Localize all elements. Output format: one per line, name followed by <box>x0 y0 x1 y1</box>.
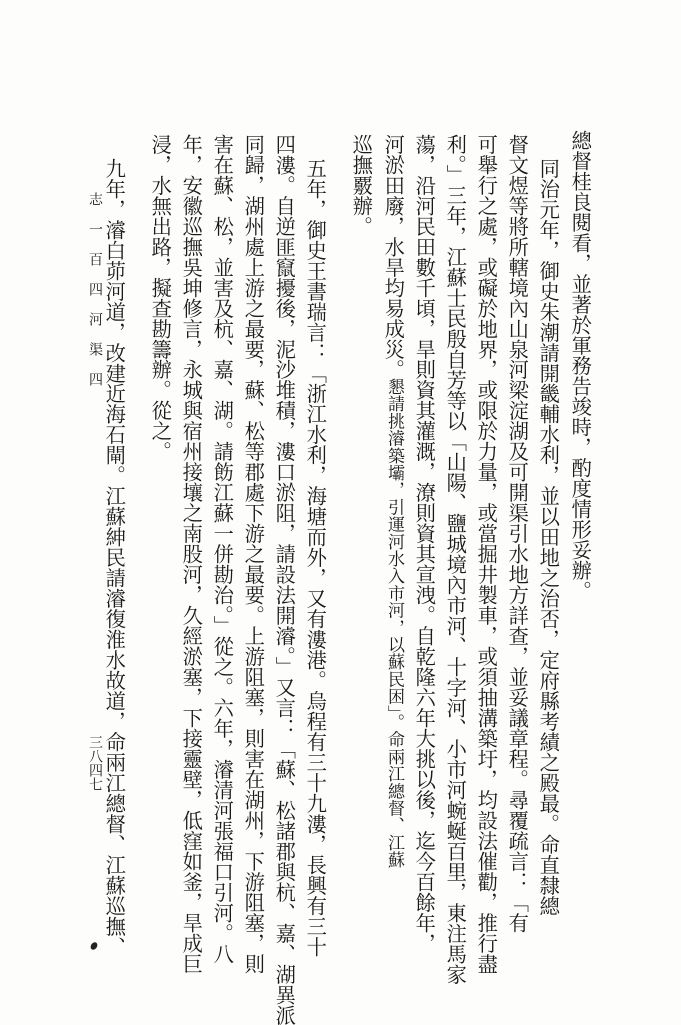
text-column: 可舉行之處，或礙於地界，或限於力量，或當掘井製車，或須抽溝築圩，均設法催勸，推行盡 <box>474 134 499 975</box>
text-column: 蕩，沿河民田數千頃，旱則資其灌溉，潦則資其宣洩。自乾隆六年大挑以後，迄今百餘年， <box>412 134 437 954</box>
text-column: 同治元年，御史朱潮請開畿輔水利，並以田地之治否，定府縣考績之殿最。命直隸總 <box>536 158 561 917</box>
text-column: 四漊。自逆匪竄擾後，泥沙堆積，漊口淤阻，請設法開濬。」又言：「蘇、松諸郡與杭、嘉、湖異派 <box>272 134 297 1025</box>
text-column: 督文煜等將所轄境內山泉河梁淀湖及可開渠引水地方詳查，並妥議章程。尋覆疏言：「有 <box>505 134 530 934</box>
text-column: 河淤田廢，水旱均易成災。 <box>381 134 406 380</box>
text-column: 同歸，湖州處上游之最要，蘇、松等郡處下游之最要。上游阻塞，則害在湖州，下游阻塞，則 <box>241 134 266 975</box>
text-column: 五年，御史王書瑞言：「浙江水利，海塘而外，又有漊港。烏程有三十九漊，長興有三十 <box>303 158 328 958</box>
page-number: 三八四七 <box>87 735 103 791</box>
chapter-header: 志 一 百 四 河 渠 四 <box>87 192 103 386</box>
text-column: 年，安徽巡撫吳坤修言，永城與宿州接壤之南股河，久經淤塞，下接靈壁，低窪如釜，旱成巨 <box>179 134 204 975</box>
text-column: 巡撫覈辦。 <box>349 134 374 237</box>
text-column: 害在蘇、松，並害及杭、嘉、湖。請飭江蘇一併勘治。」從之。六年，濬清河張福口引河。八 <box>210 134 235 964</box>
text-column: 總督桂良閱看，並著於軍務告竣時，酌度情形妥辦。 <box>568 130 593 602</box>
text-column: 浸，水無出路，擬查勘籌辦。從之。 <box>148 134 173 462</box>
annotation-text: 懇請挑濬築壩，引運河水入市河，以蘇民困」。命兩江總督、江蘇 <box>384 378 404 869</box>
text-column: 九年，濬白茆河道，改建近海石閘。江蘇紳民請濬復淮水故道，命兩江總督、江蘇巡撫、 <box>102 158 127 958</box>
ink-mark <box>89 941 99 951</box>
text-column: 利。」三年，江蘇士民殷自芳等以「山陽、鹽城境內市河、十字河、小市河蜿蜒百里，東注馬家 <box>443 134 468 985</box>
